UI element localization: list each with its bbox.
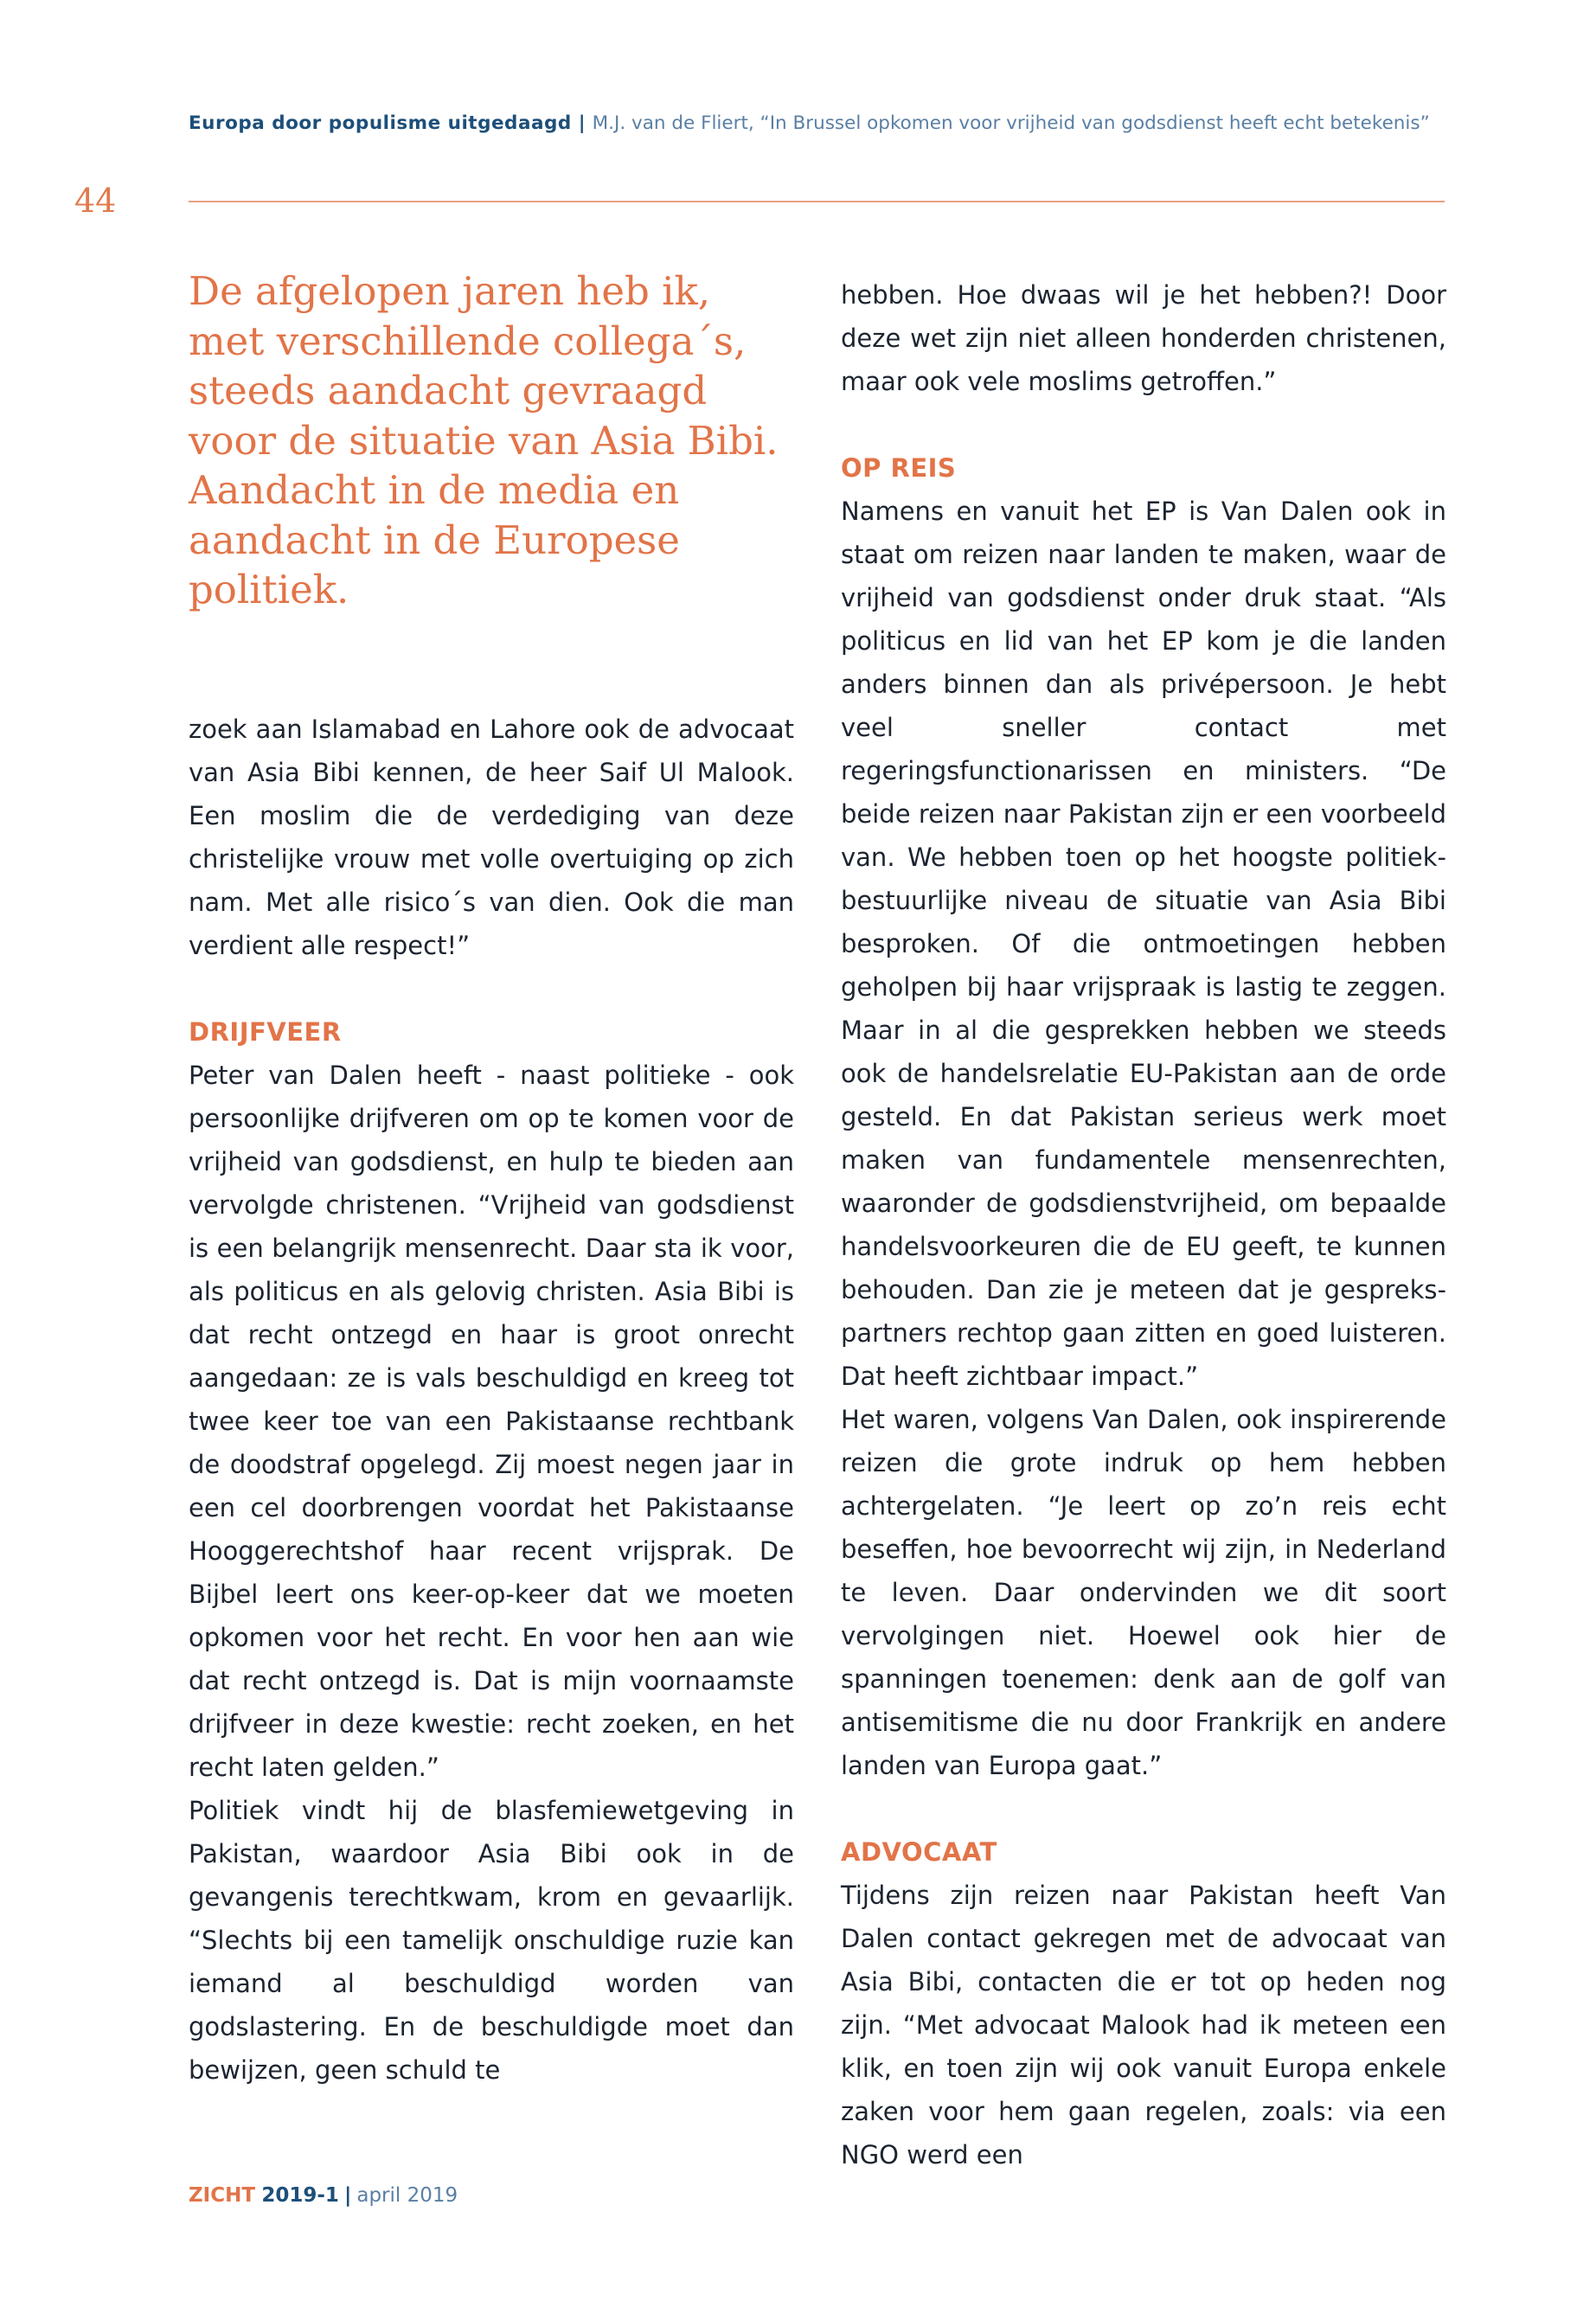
op-reis-paragraph-2: Het waren, volgens Van Dalen, ook inspirerende reizen die grote indruk op hem hebben achtergelaten. “Je leert op zo’n reis echt beseffen, hoe bevoorrecht wij zijn, in Nederland te leven. Daar ondervinden we dit soort vervolgingen niet. Hoewel ook hier de spanningen toenemen: denk aan de golf van antisemitisme die nu door Frankrijk en andere landen van Europa gaat.” (841, 1405, 1446, 1780)
footer-separator: | (343, 2184, 352, 2207)
page-footer (189, 2184, 458, 2207)
page-number: 44 (74, 182, 117, 220)
article-title: M.J. van de Fliert, “In Brussel opkomen voor vrijheid van godsdienst heeft echt betekenis” (592, 112, 1430, 134)
advocaat-paragraph-1: Tijdens zijn reizen naar Pakistan heeft Van Dalen contact gekregen met de advocaat van Asia Bibi, contacten die er tot op heden nog zijn. “Met advocaat Malook had ik meteen een klik, en toen zijn wij ook vanuit Europa enkele zaken voor hem gaan regelen, zoals: via een NGO werd een (841, 1881, 1446, 2170)
running-header (189, 112, 1452, 134)
section-heading-op-reis: OP REIS (841, 453, 957, 483)
op-reis-paragraph-1: Namens en vanuit het EP is Van Dalen ook in staat om reizen naar landen te maken, waar de vrijheid van godsdienst onder druk staat. “Als politicus en lid van het EP kom je die landen anders binnen dan als privépersoon. Je hebt veel sneller contact met regeringsfunctionarissen en ministers. “De beide reizen naar Pakistan zijn er een voorbeeld van. We hebben toen op het hoogste politiek-bestuurlijke niveau de situatie van Asia Bibi besproken. Of die ontmoetingen hebben geholpen bij haar vrijspraak is lastig te zeggen. Maar in al die gesprekken hebben we steeds ook de handelsrelatie EU-Pakistan aan de orde gesteld. En dat Pakistan serieus werk moet maken van fundamentele mensenrechten, waaronder de godsdienstvrijheid, om bepaalde handelsvoorkeuren die de EU geeft, te kunnen behouden. Dan zie je meteen dat je gespreks-partners rechtop gaan zitten en goed luisteren. Dat heeft zichtbaar impact.” (841, 497, 1446, 1391)
publication-title: Europa door populisme uitgedaagd (189, 112, 572, 134)
header-divider (189, 201, 1445, 202)
pull-quote: De afgelopen jaren heb ik, met verschillende collega´s, steeds aandacht gevraagd voor de situatie van Asia Bibi. Aandacht in de media en aandacht in de Europese politiek. (189, 268, 779, 612)
intro-paragraph: zoek aan Islamabad en Lahore ook de advocaat van Asia Bibi kennen, de heer Saif Ul Malook. Een moslim die de verdediging van deze christelijke vrouw met volle overtuiging op zich nam. Met alle risico´s van dien. Ook die man verdient alle respect!” (189, 715, 794, 960)
right-column (841, 273, 1446, 2176)
section-heading-advocaat: ADVOCAAT (841, 1837, 997, 1867)
section-heading-drijfveer: DRIJFVEER (189, 1017, 342, 1047)
issue-date: april 2019 (356, 2184, 458, 2207)
issue-number: 2019-1 (261, 2184, 339, 2207)
magazine-brand: ZICHT (189, 2184, 256, 2207)
drijfveer-paragraph-1: Peter van Dalen heeft - naast politieke - ook persoonlijke drijfveren om op te komen voor de vrijheid van godsdienst, en hulp te bieden aan vervolgde christenen. “Vrijheid van godsdienst is een belangrijk mensenrecht. Daar sta ik voor, als politicus en als gelovig christen. Asia Bibi is dat recht ontzegd en haar is groot onrecht aangedaan: ze is vals beschuldigd en kreeg tot twee keer toe van een Pakistaanse rechtbank de doodstraf opgelegd. Zij moest negen jaar in een cel doorbrengen voordat het Pakistaanse Hooggerechtshof haar recent vrijsprak. De Bijbel leert ons keer-op-keer dat we moeten opkomen voor het recht. En voor hen aan wie dat recht ontzegd is. Dat is mijn voornaamste drijfveer in deze kwestie: recht zoeken, en het recht laten gelden.” (189, 1061, 794, 1782)
left-column (189, 708, 794, 2092)
continuation-paragraph: hebben. Hoe dwaas wil je het hebben?! Door deze wet zijn niet alleen honderden christenen, maar ook vele moslims getroffen.” (841, 280, 1446, 396)
header-separator: | (578, 112, 586, 134)
drijfveer-paragraph-2: Politiek vindt hij de blasfemiewetgeving in Pakistan, waardoor Asia Bibi ook in de gevangenis terechtkwam, krom en gevaarlijk. “Slechts bij een tamelijk onschuldige ruzie kan iemand al beschuldigd worden van godslastering. En de beschuldigde moet dan bewijzen, geen schuld te (189, 1796, 794, 2085)
